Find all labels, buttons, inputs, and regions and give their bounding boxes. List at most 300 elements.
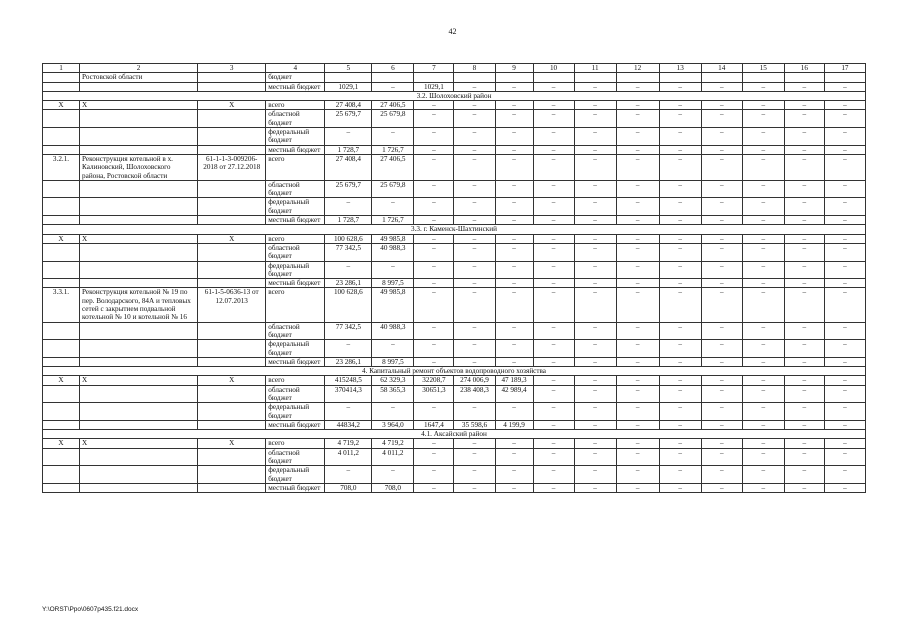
amount-cell: – xyxy=(533,261,574,279)
amount-cell: – xyxy=(414,154,454,180)
amount-cell: – xyxy=(616,439,659,448)
column-number: 17 xyxy=(824,64,865,73)
amount-cell: – xyxy=(701,439,742,448)
amount-cell: – xyxy=(454,234,495,243)
amount-cell: – xyxy=(824,483,865,492)
budget-type: местный бюджет xyxy=(266,82,325,91)
amount-cell: – xyxy=(659,243,701,261)
object-name xyxy=(80,403,198,421)
amount-cell: – xyxy=(454,101,495,110)
row-number xyxy=(43,340,80,358)
amount-cell: 47 189,3 xyxy=(495,376,533,385)
amount-cell: – xyxy=(659,340,701,358)
amount-cell: – xyxy=(454,154,495,180)
amount-cell: – xyxy=(372,82,414,91)
amount-cell: – xyxy=(414,403,454,421)
amount-cell: 25 679,7 xyxy=(325,180,372,198)
amount-cell: – xyxy=(742,154,784,180)
row-number: 3.2.1. xyxy=(43,154,80,180)
object-name xyxy=(80,322,198,340)
amount-cell xyxy=(325,73,372,82)
amount-cell: – xyxy=(495,216,533,225)
column-number: 4 xyxy=(266,64,325,73)
amount-cell: – xyxy=(784,154,824,180)
column-number: 11 xyxy=(574,64,616,73)
amount-cell: – xyxy=(824,357,865,366)
permit-number xyxy=(198,483,266,492)
table-row xyxy=(43,448,866,466)
amount-cell: – xyxy=(701,82,742,91)
column-number: 8 xyxy=(454,64,495,73)
section-title: 4. Капитальный ремонт объектов водопроводного хозяйства xyxy=(43,367,866,376)
amount-cell xyxy=(495,73,533,82)
permit-number xyxy=(198,82,266,91)
amount-cell: – xyxy=(659,385,701,403)
budget-type: федеральный бюджет xyxy=(266,261,325,279)
amount-cell: – xyxy=(533,483,574,492)
budget-type: всего xyxy=(266,234,325,243)
budget-type: местный бюджет xyxy=(266,357,325,366)
amount-cell: – xyxy=(742,376,784,385)
amount-cell: 1029,1 xyxy=(414,82,454,91)
table-row xyxy=(43,376,866,385)
amount-cell: – xyxy=(454,279,495,288)
amount-cell: 4 199,9 xyxy=(495,420,533,429)
amount-cell: 23 286,1 xyxy=(325,357,372,366)
budget-type: федеральный бюджет xyxy=(266,128,325,146)
permit-number xyxy=(198,216,266,225)
amount-cell: – xyxy=(616,288,659,322)
amount-cell: – xyxy=(454,322,495,340)
amount-cell: – xyxy=(616,110,659,128)
amount-cell: – xyxy=(742,322,784,340)
object-name xyxy=(80,420,198,429)
column-number: 13 xyxy=(659,64,701,73)
amount-cell: – xyxy=(701,448,742,466)
amount-cell: – xyxy=(533,376,574,385)
row-number xyxy=(43,128,80,146)
object-name: Ростовской области xyxy=(80,73,198,82)
amount-cell: – xyxy=(824,82,865,91)
amount-cell: – xyxy=(533,279,574,288)
amount-cell: – xyxy=(574,357,616,366)
amount-cell: – xyxy=(824,145,865,154)
amount-cell: 44834,2 xyxy=(325,420,372,429)
amount-cell: 8 997,5 xyxy=(372,357,414,366)
amount-cell: – xyxy=(616,82,659,91)
amount-cell: – xyxy=(533,128,574,146)
table-row xyxy=(43,243,866,261)
amount-cell: – xyxy=(454,243,495,261)
amount-cell: 4 011,2 xyxy=(372,448,414,466)
row-number: Х xyxy=(43,439,80,448)
amount-cell: – xyxy=(742,145,784,154)
amount-cell: – xyxy=(824,403,865,421)
amount-cell: – xyxy=(454,128,495,146)
amount-cell: – xyxy=(784,128,824,146)
column-number: 15 xyxy=(742,64,784,73)
object-name xyxy=(80,357,198,366)
amount-cell: – xyxy=(574,234,616,243)
row-number xyxy=(43,82,80,91)
amount-cell: 415248,5 xyxy=(325,376,372,385)
amount-cell: – xyxy=(454,357,495,366)
amount-cell: – xyxy=(574,420,616,429)
amount-cell: – xyxy=(784,439,824,448)
amount-cell: – xyxy=(454,483,495,492)
amount-cell: – xyxy=(701,234,742,243)
amount-cell: 25 679,8 xyxy=(372,110,414,128)
table-row xyxy=(43,279,866,288)
amount-cell: 708,0 xyxy=(372,483,414,492)
table-row xyxy=(43,261,866,279)
amount-cell: – xyxy=(659,110,701,128)
budget-type: местный бюджет xyxy=(266,420,325,429)
object-name xyxy=(80,145,198,154)
amount-cell xyxy=(616,73,659,82)
row-number: Х xyxy=(43,234,80,243)
amount-cell: – xyxy=(659,261,701,279)
amount-cell: – xyxy=(533,466,574,484)
amount-cell: – xyxy=(495,261,533,279)
column-number: 1 xyxy=(43,64,80,73)
row-number xyxy=(43,110,80,128)
permit-number: Х xyxy=(198,101,266,110)
row-number xyxy=(43,198,80,216)
amount-cell: – xyxy=(659,82,701,91)
amount-cell: – xyxy=(533,420,574,429)
permit-number xyxy=(198,279,266,288)
amount-cell: – xyxy=(495,101,533,110)
amount-cell: 25 679,8 xyxy=(372,180,414,198)
permit-number xyxy=(198,385,266,403)
amount-cell: – xyxy=(784,357,824,366)
amount-cell: – xyxy=(495,340,533,358)
column-number: 14 xyxy=(701,64,742,73)
column-number: 3 xyxy=(198,64,266,73)
amount-cell: – xyxy=(574,145,616,154)
budget-type: местный бюджет xyxy=(266,483,325,492)
section-title: 4.1. Аксайский район xyxy=(43,430,866,439)
amount-cell: – xyxy=(454,198,495,216)
amount-cell: – xyxy=(824,154,865,180)
amount-cell: – xyxy=(824,216,865,225)
amount-cell: – xyxy=(414,439,454,448)
table-row xyxy=(43,385,866,403)
section-title-row xyxy=(43,91,866,100)
budget-type: всего xyxy=(266,439,325,448)
amount-cell: – xyxy=(454,180,495,198)
amount-cell: – xyxy=(533,110,574,128)
amount-cell: – xyxy=(659,448,701,466)
budget-type: федеральный бюджет xyxy=(266,198,325,216)
amount-cell: – xyxy=(495,128,533,146)
permit-number: 61-1-1-3-009206-2018 от 27.12.2018 xyxy=(198,154,266,180)
permit-number: Х xyxy=(198,234,266,243)
amount-cell: – xyxy=(824,101,865,110)
amount-cell: – xyxy=(533,82,574,91)
amount-cell xyxy=(574,73,616,82)
row-number: Х xyxy=(43,101,80,110)
amount-cell: – xyxy=(824,279,865,288)
budget-type: местный бюджет xyxy=(266,145,325,154)
amount-cell xyxy=(454,73,495,82)
amount-cell: – xyxy=(701,322,742,340)
amount-cell: – xyxy=(495,110,533,128)
permit-number xyxy=(198,128,266,146)
amount-cell: 35 598,6 xyxy=(454,420,495,429)
amount-cell: – xyxy=(454,261,495,279)
permit-number xyxy=(198,448,266,466)
permit-number xyxy=(198,420,266,429)
amount-cell: – xyxy=(414,198,454,216)
amount-cell: – xyxy=(495,288,533,322)
amount-cell: – xyxy=(784,110,824,128)
amount-cell: 40 988,3 xyxy=(372,243,414,261)
table-row xyxy=(43,466,866,484)
amount-cell: 58 365,3 xyxy=(372,385,414,403)
amount-cell: – xyxy=(659,483,701,492)
amount-cell: – xyxy=(742,180,784,198)
amount-cell: – xyxy=(495,322,533,340)
object-name xyxy=(80,128,198,146)
column-number: 16 xyxy=(784,64,824,73)
table-row xyxy=(43,403,866,421)
column-number: 9 xyxy=(495,64,533,73)
object-name xyxy=(80,279,198,288)
amount-cell: – xyxy=(784,198,824,216)
budget-type: федеральный бюджет xyxy=(266,403,325,421)
amount-cell: 62 329,3 xyxy=(372,376,414,385)
amount-cell: – xyxy=(824,180,865,198)
amount-cell: – xyxy=(824,261,865,279)
amount-cell: – xyxy=(414,466,454,484)
amount-cell: – xyxy=(574,439,616,448)
budget-type: бюджет xyxy=(266,73,325,82)
permit-number xyxy=(198,261,266,279)
budget-type: всего xyxy=(266,101,325,110)
amount-cell: 30651,3 xyxy=(414,385,454,403)
row-number xyxy=(43,279,80,288)
amount-cell xyxy=(824,73,865,82)
amount-cell: – xyxy=(372,340,414,358)
permit-number: Х xyxy=(198,439,266,448)
table-row xyxy=(43,234,866,243)
amount-cell: – xyxy=(616,234,659,243)
amount-cell: – xyxy=(574,403,616,421)
amount-cell: – xyxy=(701,101,742,110)
amount-cell: 77 342,5 xyxy=(325,243,372,261)
amount-cell: 4 719,2 xyxy=(372,439,414,448)
budget-type: местный бюджет xyxy=(266,216,325,225)
budget-type: федеральный бюджет xyxy=(266,466,325,484)
amount-cell: 1 728,7 xyxy=(325,145,372,154)
row-number xyxy=(43,448,80,466)
amount-cell: – xyxy=(701,261,742,279)
amount-cell: – xyxy=(784,483,824,492)
amount-cell: 27 408,4 xyxy=(325,101,372,110)
budget-type: областной бюджет xyxy=(266,322,325,340)
budget-type: областной бюджет xyxy=(266,243,325,261)
object-name xyxy=(80,340,198,358)
amount-cell: – xyxy=(372,128,414,146)
object-name xyxy=(80,180,198,198)
amount-cell: – xyxy=(742,198,784,216)
amount-cell: 100 628,6 xyxy=(325,288,372,322)
amount-cell: 274 006,9 xyxy=(454,376,495,385)
amount-cell xyxy=(414,73,454,82)
amount-cell: – xyxy=(784,403,824,421)
amount-cell: – xyxy=(742,243,784,261)
amount-cell: – xyxy=(784,234,824,243)
amount-cell: – xyxy=(824,110,865,128)
table-row xyxy=(43,101,866,110)
table-row xyxy=(43,216,866,225)
amount-cell: – xyxy=(742,110,784,128)
amount-cell: – xyxy=(616,340,659,358)
amount-cell: – xyxy=(701,483,742,492)
amount-cell: – xyxy=(616,466,659,484)
row-number xyxy=(43,261,80,279)
amount-cell: – xyxy=(701,376,742,385)
row-number xyxy=(43,145,80,154)
amount-cell: – xyxy=(414,101,454,110)
amount-cell: – xyxy=(824,234,865,243)
amount-cell: – xyxy=(742,128,784,146)
row-number xyxy=(43,216,80,225)
amount-cell: – xyxy=(659,466,701,484)
table-row xyxy=(43,288,866,322)
amount-cell: – xyxy=(784,340,824,358)
amount-cell: – xyxy=(659,376,701,385)
permit-number xyxy=(198,198,266,216)
permit-number: Х xyxy=(198,376,266,385)
amount-cell: – xyxy=(659,420,701,429)
amount-cell: – xyxy=(701,357,742,366)
amount-cell: – xyxy=(533,439,574,448)
amount-cell: – xyxy=(659,101,701,110)
permit-number xyxy=(198,73,266,82)
amount-cell: – xyxy=(495,357,533,366)
table-row xyxy=(43,483,866,492)
amount-cell: – xyxy=(659,128,701,146)
amount-cell: – xyxy=(372,261,414,279)
row-number: Х xyxy=(43,376,80,385)
amount-cell: – xyxy=(824,340,865,358)
amount-cell: 1029,1 xyxy=(325,82,372,91)
amount-cell xyxy=(784,73,824,82)
amount-cell xyxy=(533,73,574,82)
amount-cell: 49 985,8 xyxy=(372,288,414,322)
column-number-row xyxy=(43,64,866,73)
amount-cell: – xyxy=(533,243,574,261)
amount-cell: – xyxy=(616,385,659,403)
table-row xyxy=(43,340,866,358)
amount-cell: – xyxy=(495,403,533,421)
amount-cell: 8 997,5 xyxy=(372,279,414,288)
amount-cell: – xyxy=(784,279,824,288)
amount-cell: – xyxy=(824,198,865,216)
amount-cell: – xyxy=(742,403,784,421)
amount-cell: – xyxy=(616,261,659,279)
object-name: Х xyxy=(80,376,198,385)
amount-cell: – xyxy=(495,439,533,448)
table-row xyxy=(43,82,866,91)
amount-cell: 4 011,2 xyxy=(325,448,372,466)
permit-number xyxy=(198,466,266,484)
amount-cell: 1 726,7 xyxy=(372,216,414,225)
amount-cell: – xyxy=(372,466,414,484)
amount-cell: – xyxy=(616,420,659,429)
amount-cell: – xyxy=(574,385,616,403)
amount-cell: – xyxy=(574,243,616,261)
amount-cell: – xyxy=(414,357,454,366)
object-name: Реконструкция котельной № 19 по пер. Володарского, 84А и тепловых сетей с закрытием подвальной котельной № 10 и котельной № 16 xyxy=(80,288,198,322)
amount-cell: – xyxy=(784,466,824,484)
amount-cell: – xyxy=(495,483,533,492)
amount-cell: 25 679,7 xyxy=(325,110,372,128)
amount-cell: – xyxy=(574,198,616,216)
column-number: 7 xyxy=(414,64,454,73)
amount-cell: – xyxy=(574,82,616,91)
amount-cell: – xyxy=(414,288,454,322)
amount-cell: – xyxy=(325,198,372,216)
row-number xyxy=(43,466,80,484)
section-title: 3.3. г. Каменск-Шахтинский xyxy=(43,225,866,234)
amount-cell xyxy=(742,73,784,82)
budget-type: местный бюджет xyxy=(266,279,325,288)
section-title: 3.2. Шолоховский район xyxy=(43,91,866,100)
amount-cell: – xyxy=(659,357,701,366)
amount-cell: – xyxy=(414,243,454,261)
amount-cell: – xyxy=(574,180,616,198)
table-row xyxy=(43,110,866,128)
amount-cell xyxy=(372,73,414,82)
amount-cell: – xyxy=(784,101,824,110)
amount-cell: – xyxy=(784,376,824,385)
amount-cell: – xyxy=(533,198,574,216)
amount-cell: – xyxy=(574,216,616,225)
amount-cell: 23 286,1 xyxy=(325,279,372,288)
amount-cell: – xyxy=(533,322,574,340)
amount-cell: – xyxy=(659,180,701,198)
table-row xyxy=(43,154,866,180)
budget-type: областной бюджет xyxy=(266,110,325,128)
table-row xyxy=(43,322,866,340)
amount-cell: – xyxy=(574,483,616,492)
amount-cell: – xyxy=(701,340,742,358)
amount-cell: – xyxy=(533,403,574,421)
permit-number xyxy=(198,322,266,340)
amount-cell: – xyxy=(495,154,533,180)
table-body xyxy=(43,64,866,493)
amount-cell: – xyxy=(414,279,454,288)
budget-type: областной бюджет xyxy=(266,385,325,403)
amount-cell: 1647,4 xyxy=(414,420,454,429)
amount-cell: – xyxy=(742,279,784,288)
permit-number xyxy=(198,145,266,154)
amount-cell: – xyxy=(574,101,616,110)
amount-cell: – xyxy=(742,101,784,110)
amount-cell: – xyxy=(616,279,659,288)
amount-cell: – xyxy=(325,128,372,146)
amount-cell: – xyxy=(784,288,824,322)
row-number xyxy=(43,322,80,340)
amount-cell: – xyxy=(454,439,495,448)
amount-cell: – xyxy=(742,288,784,322)
amount-cell: – xyxy=(533,357,574,366)
object-name xyxy=(80,216,198,225)
